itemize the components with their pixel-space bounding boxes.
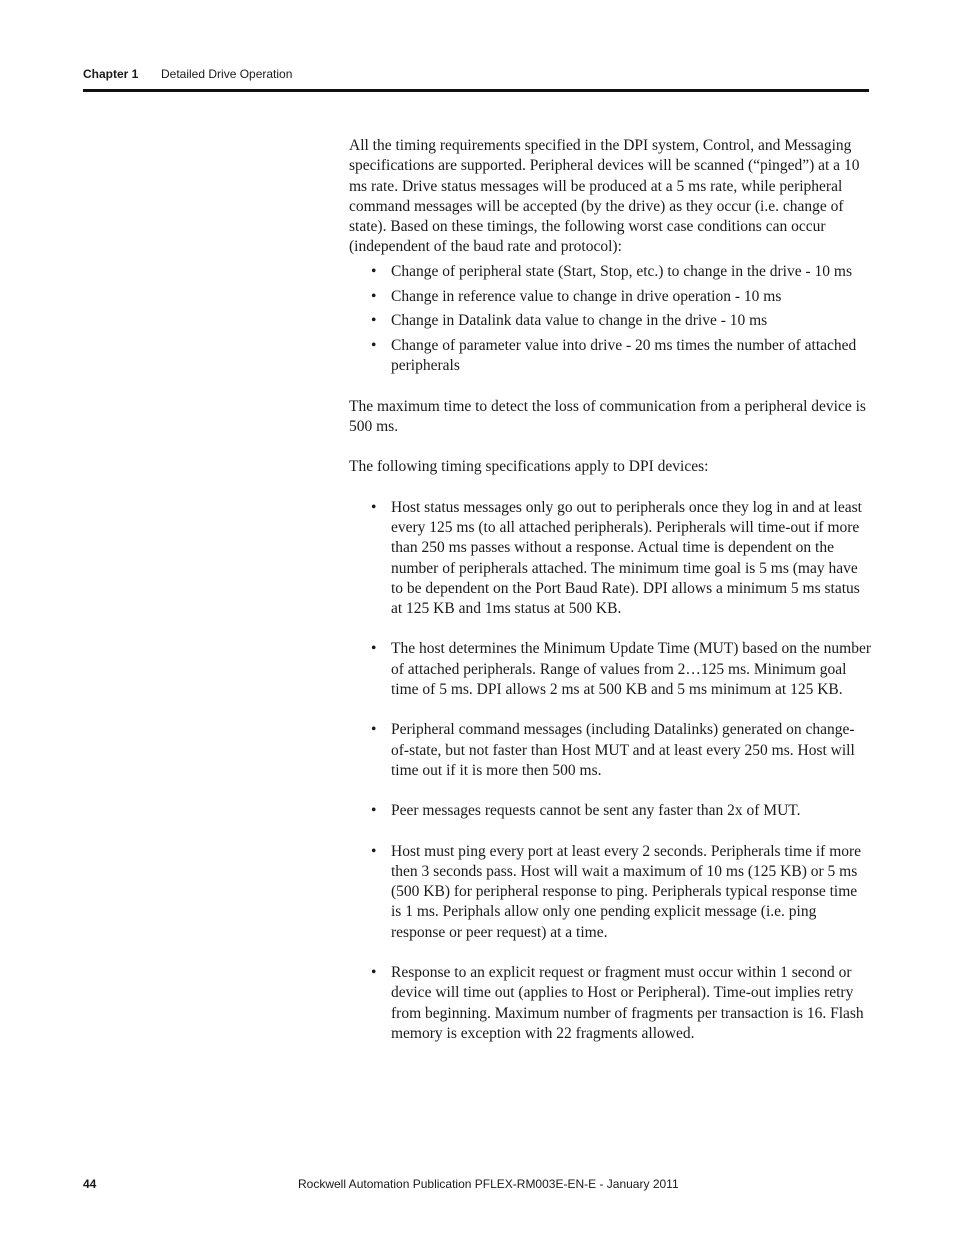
page-number: 44 — [83, 1177, 97, 1191]
list-item — [349, 262, 871, 282]
header-rule — [83, 89, 869, 92]
list-item-text: Peripheral command messages (including Datalinks) generated on change-of-state, but not faster than Host MUT and at least every 250 ms. Host will time out if it is more then 500 ms. — [391, 721, 855, 779]
body-content — [349, 136, 871, 1064]
list-item-text: Change in Datalink data value to change in the drive - 10 ms — [391, 312, 768, 330]
list-item — [349, 311, 871, 331]
bullet-icon: • — [371, 262, 377, 280]
intro-paragraph: All the timing requirements specified in the DPI system, Control, and Messaging specifications are supported. Peripheral devices will be scanned (“pinged”) at a 10 ms rate. Drive status messages will be produced at a 5 ms rate, while peripheral command messages will be accepted (by the drive) as they occur (i.e. change of state). Based on these timings, the following worst case conditions can occur (independent of the baud rate and protocol): — [349, 137, 860, 256]
max-time-paragraph: The maximum time to detect the loss of communication from a peripheral device is 500 ms. — [349, 397, 866, 436]
list-item-text: The host determines the Minimum Update Time (MUT) based on the number of attached peripherals. Range of values from 2…125 ms. Minimum goal time of 5 ms. DPI allows 2 ms at 500 KB and 5 ms minimum at 125 KB. — [391, 640, 871, 699]
bullet-icon: • — [371, 842, 377, 860]
bullet-icon: • — [371, 640, 377, 658]
bullet-icon: • — [371, 498, 377, 516]
bullet-icon: • — [371, 721, 377, 739]
list-item-text: Change of parameter value into drive - 20 ms times the number of attached peripherals — [391, 337, 857, 375]
list-item — [349, 639, 871, 700]
bullet-icon: • — [371, 312, 377, 330]
chapter-title: Detailed Drive Operation — [161, 67, 293, 81]
list-item — [349, 720, 871, 781]
bullet-icon: • — [371, 964, 377, 981]
list-item — [349, 801, 871, 821]
publication-info: Rockwell Automation Publication PFLEX-RM003E-EN-E - January 2011 — [298, 1177, 679, 1191]
timing-intro-paragraph: The following timing specifications apply to DPI devices: — [349, 458, 709, 476]
list-item — [349, 842, 871, 943]
list-item-text: Response to an explicit request or fragment must occur within 1 second or device will time out (applies to Host or Peripheral). Time-out implies retry from beginning. Maximum number of fragments per transaction is 16. Flash memory is exception with 22 fragments allowed. — [391, 964, 864, 1042]
list-item — [349, 336, 871, 377]
list-item-text: Change of peripheral state (Start, Stop, etc.) to change in the drive - 10 ms — [391, 262, 852, 280]
list-item — [349, 963, 871, 1044]
chapter-label: Chapter 1 — [83, 67, 139, 81]
list-item-text: Host must ping every port at least every 2 seconds. Peripherals time if more then 3 seconds pass. Host will wait a maximum of 10 ms (125 KB) or 5 ms (500 KB) for peripheral response to ping. Peripherals typical response time is 1 ms. Periphals allow only one pending explicit message (i.e. ping response or peer request) at a time. — [391, 842, 862, 941]
list-item-text: Peer messages requests cannot be sent any faster than 2x of MUT. — [391, 802, 801, 820]
bullet-icon: • — [371, 802, 377, 820]
bullet-icon: • — [371, 287, 377, 305]
bullet-icon: • — [371, 337, 377, 355]
list-item — [349, 287, 871, 307]
timing-spec-list — [349, 498, 871, 1045]
list-item-text: Change in reference value to change in drive operation - 10 ms — [391, 287, 782, 305]
list-item-text: Host status messages only go out to peripherals once they log in and at least every 125 ms (to all attached peripherals). Peripherals will time-out if more than 250 ms passes without a response. Actual time is dependent on the number of peripherals attached. The minimum time goal is 5 ms (may have to be dependent on the Port Baud Rate). DPI allows a minimum 5 ms status at 125 KB and 1ms status at 500 KB. — [391, 498, 862, 618]
worst-case-list — [349, 262, 871, 377]
running-header — [83, 66, 869, 82]
list-item — [349, 498, 871, 620]
